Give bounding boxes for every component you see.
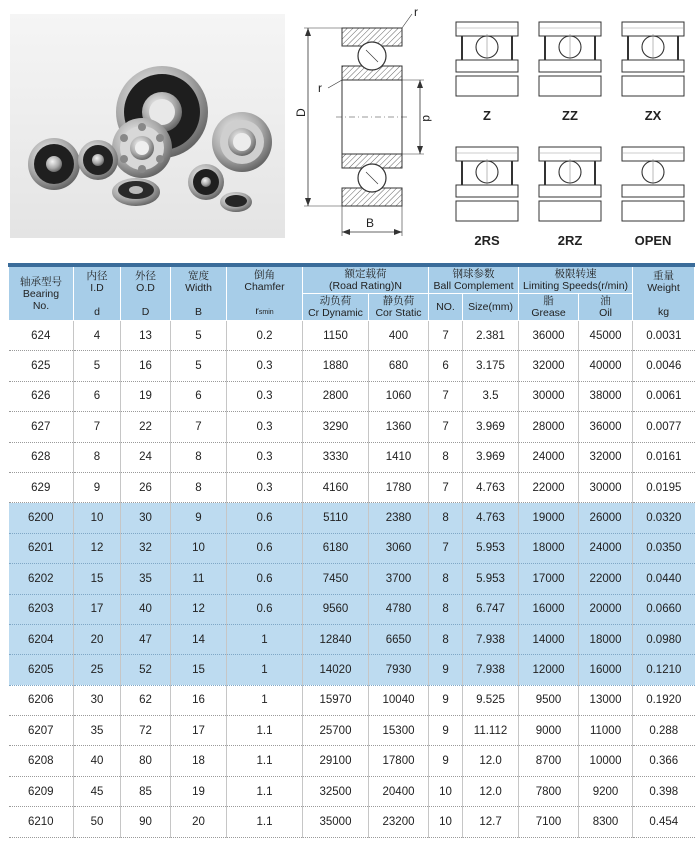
- label-B: B: [366, 216, 375, 230]
- cell-ball-no: 7: [429, 321, 463, 351]
- seal-variant-label: ZZ: [562, 108, 578, 123]
- table-row: [9, 685, 695, 715]
- cell-cor-static: 10040: [369, 685, 429, 715]
- cell-cr-dynamic: 25700: [303, 716, 369, 746]
- col-bearing-no: 轴承型号 Bearing No.: [9, 265, 74, 321]
- seal-variant-label: ZX: [644, 108, 662, 123]
- cell-weight: 0.398: [633, 776, 695, 806]
- seal-variant-zx: [618, 20, 688, 130]
- table-row: [9, 503, 695, 533]
- cell-cor-static: 7930: [369, 655, 429, 685]
- cell-ball-no: 8: [429, 594, 463, 624]
- cell-cr-dynamic: 32500: [303, 776, 369, 806]
- col-grease: 脂 Grease: [519, 294, 579, 321]
- cell-oil: 40000: [579, 351, 633, 381]
- label-r-top: r: [414, 5, 418, 19]
- cell-od: 52: [121, 655, 171, 685]
- label-r-left: r: [318, 81, 322, 95]
- cell-width: 11: [171, 564, 227, 594]
- cell-bearing-no: 6202: [9, 564, 74, 594]
- label-d: d: [420, 115, 434, 122]
- cell-width: 15: [171, 655, 227, 685]
- cell-od: 35: [121, 564, 171, 594]
- cell-width: 17: [171, 716, 227, 746]
- cell-od: 13: [121, 321, 171, 351]
- cell-cr-dynamic: 6180: [303, 533, 369, 563]
- bearing-spec-table: [8, 263, 695, 838]
- cell-oil: 45000: [579, 321, 633, 351]
- cell-cr-dynamic: 35000: [303, 807, 369, 837]
- cell-grease: 7800: [519, 776, 579, 806]
- col-group-limiting-speeds: 极限转速 Limiting Speeds(r/min): [519, 265, 633, 294]
- cell-cor-static: 17800: [369, 746, 429, 776]
- col-ball-no: NO.: [429, 294, 463, 321]
- cell-od: 62: [121, 685, 171, 715]
- cell-weight: 0.0320: [633, 503, 695, 533]
- cell-cor-static: 2380: [369, 503, 429, 533]
- spec-table-body: [9, 321, 695, 838]
- cell-ball-size: 6.747: [463, 594, 519, 624]
- cell-chamfer: 1: [227, 685, 303, 715]
- cell-cor-static: 6650: [369, 624, 429, 654]
- cell-ball-no: 9: [429, 655, 463, 685]
- cell-width: 18: [171, 746, 227, 776]
- bearings-product-photo: [10, 14, 285, 238]
- cell-chamfer: 0.6: [227, 564, 303, 594]
- table-row: [9, 594, 695, 624]
- cell-cor-static: 1360: [369, 412, 429, 442]
- cell-id: 9: [74, 472, 121, 502]
- cell-weight: 0.1920: [633, 685, 695, 715]
- cell-bearing-no: 6201: [9, 533, 74, 563]
- cell-weight: 0.0031: [633, 321, 695, 351]
- cell-ball-no: 7: [429, 412, 463, 442]
- cell-cr-dynamic: 12840: [303, 624, 369, 654]
- cell-bearing-no: 629: [9, 472, 74, 502]
- cell-oil: 11000: [579, 716, 633, 746]
- cell-ball-size: 12.7: [463, 807, 519, 837]
- table-row: [9, 716, 695, 746]
- table-row: [9, 412, 695, 442]
- cell-weight: 0.0440: [633, 564, 695, 594]
- table-row: [9, 624, 695, 654]
- seal-variant-drawing: [452, 20, 522, 100]
- cell-width: 8: [171, 472, 227, 502]
- seal-variant-drawing: [618, 145, 688, 225]
- cell-oil: 13000: [579, 685, 633, 715]
- seal-variant-z: [452, 20, 522, 130]
- cell-oil: 36000: [579, 412, 633, 442]
- seal-variant-label: OPEN: [634, 233, 672, 248]
- cell-ball-size: 7.938: [463, 655, 519, 685]
- cell-bearing-no: 6200: [9, 503, 74, 533]
- cell-bearing-no: 628: [9, 442, 74, 472]
- cell-grease: 19000: [519, 503, 579, 533]
- cell-od: 26: [121, 472, 171, 502]
- cell-cr-dynamic: 15970: [303, 685, 369, 715]
- cell-grease: 28000: [519, 412, 579, 442]
- cell-ball-no: 10: [429, 776, 463, 806]
- cell-cr-dynamic: 9560: [303, 594, 369, 624]
- cell-od: 47: [121, 624, 171, 654]
- col-group-ball-complement: 钢球参数 Ball Complement: [429, 265, 519, 294]
- cell-cor-static: 1060: [369, 381, 429, 411]
- cell-cor-static: 1410: [369, 442, 429, 472]
- cell-ball-no: 7: [429, 381, 463, 411]
- seal-variant-drawing: [452, 145, 522, 225]
- cell-grease: 8700: [519, 746, 579, 776]
- cell-od: 16: [121, 351, 171, 381]
- cell-chamfer: 1.1: [227, 776, 303, 806]
- cell-width: 5: [171, 351, 227, 381]
- col-oil: 油 Oil: [579, 294, 633, 321]
- cell-od: 40: [121, 594, 171, 624]
- cell-cr-dynamic: 2800: [303, 381, 369, 411]
- cell-ball-size: 5.953: [463, 564, 519, 594]
- cell-chamfer: 0.6: [227, 594, 303, 624]
- cell-cor-static: 15300: [369, 716, 429, 746]
- cell-bearing-no: 6207: [9, 716, 74, 746]
- cell-chamfer: 0.6: [227, 503, 303, 533]
- cell-bearing-no: 6205: [9, 655, 74, 685]
- cell-id: 40: [74, 746, 121, 776]
- cell-oil: 18000: [579, 624, 633, 654]
- cell-cr-dynamic: 14020: [303, 655, 369, 685]
- seal-variant-drawing: [618, 20, 688, 100]
- cell-grease: 9000: [519, 716, 579, 746]
- cell-grease: 7100: [519, 807, 579, 837]
- cell-chamfer: 0.2: [227, 321, 303, 351]
- cell-chamfer: 0.3: [227, 472, 303, 502]
- cell-oil: 38000: [579, 381, 633, 411]
- cell-id: 8: [74, 442, 121, 472]
- cell-bearing-no: 6206: [9, 685, 74, 715]
- cell-ball-size: 11.112: [463, 716, 519, 746]
- table-row: [9, 533, 695, 563]
- col-group-load-rating: 额定载荷 (Road Rating)N: [303, 265, 429, 294]
- table-row: [9, 321, 695, 351]
- seal-variant-zz: [535, 20, 605, 130]
- cell-od: 22: [121, 412, 171, 442]
- cell-width: 14: [171, 624, 227, 654]
- cell-bearing-no: 626: [9, 381, 74, 411]
- cell-ball-no: 7: [429, 533, 463, 563]
- col-width: 宽度 Width B: [171, 265, 227, 321]
- cell-bearing-no: 6209: [9, 776, 74, 806]
- cell-od: 24: [121, 442, 171, 472]
- cell-oil: 8300: [579, 807, 633, 837]
- seal-variant-label: Z: [483, 108, 491, 123]
- seal-variant-drawing: [535, 20, 605, 100]
- cell-weight: 0.0161: [633, 442, 695, 472]
- cell-chamfer: 0.3: [227, 442, 303, 472]
- seal-variant-2rs: [452, 145, 522, 255]
- cell-oil: 26000: [579, 503, 633, 533]
- cell-width: 20: [171, 807, 227, 837]
- cell-cor-static: 680: [369, 351, 429, 381]
- cell-oil: 10000: [579, 746, 633, 776]
- cell-ball-size: 4.763: [463, 503, 519, 533]
- cell-bearing-no: 625: [9, 351, 74, 381]
- cell-id: 12: [74, 533, 121, 563]
- cell-grease: 14000: [519, 624, 579, 654]
- cell-od: 32: [121, 533, 171, 563]
- cell-ball-size: 9.525: [463, 685, 519, 715]
- cell-oil: 32000: [579, 442, 633, 472]
- cell-width: 12: [171, 594, 227, 624]
- cell-cr-dynamic: 3290: [303, 412, 369, 442]
- table-row: [9, 655, 695, 685]
- bearing-cross-section-diagram: [292, 4, 442, 244]
- cell-oil: 16000: [579, 655, 633, 685]
- cell-weight: 0.0061: [633, 381, 695, 411]
- cell-od: 90: [121, 807, 171, 837]
- cell-ball-no: 9: [429, 685, 463, 715]
- cell-ball-size: 4.763: [463, 472, 519, 502]
- cell-ball-no: 8: [429, 503, 463, 533]
- cell-cr-dynamic: 1880: [303, 351, 369, 381]
- cell-od: 30: [121, 503, 171, 533]
- col-cr-dynamic: 动负荷 Cr Dynamic: [303, 294, 369, 321]
- cell-width: 7: [171, 412, 227, 442]
- cell-ball-size: 3.969: [463, 442, 519, 472]
- cell-ball-no: 6: [429, 351, 463, 381]
- seal-variant-open: [618, 145, 688, 255]
- cell-bearing-no: 624: [9, 321, 74, 351]
- cell-grease: 18000: [519, 533, 579, 563]
- cell-bearing-no: 627: [9, 412, 74, 442]
- cell-oil: 20000: [579, 594, 633, 624]
- cell-cr-dynamic: 5110: [303, 503, 369, 533]
- cell-cr-dynamic: 3330: [303, 442, 369, 472]
- cell-id: 35: [74, 716, 121, 746]
- cell-bearing-no: 6210: [9, 807, 74, 837]
- cell-width: 6: [171, 381, 227, 411]
- cell-id: 6: [74, 381, 121, 411]
- table-row: [9, 564, 695, 594]
- cell-ball-no: 8: [429, 442, 463, 472]
- cell-ball-no: 9: [429, 746, 463, 776]
- cell-ball-size: 12.0: [463, 776, 519, 806]
- cell-id: 30: [74, 685, 121, 715]
- cell-ball-no: 7: [429, 472, 463, 502]
- cell-cor-static: 4780: [369, 594, 429, 624]
- cell-chamfer: 1.1: [227, 716, 303, 746]
- cell-id: 15: [74, 564, 121, 594]
- cell-id: 25: [74, 655, 121, 685]
- cell-cor-static: 3700: [369, 564, 429, 594]
- cell-cr-dynamic: 1150: [303, 321, 369, 351]
- cell-grease: 30000: [519, 381, 579, 411]
- seal-variant-label: 2RS: [474, 233, 500, 248]
- cell-ball-size: 12.0: [463, 746, 519, 776]
- col-weight: 重量 Weight kg: [633, 265, 695, 321]
- cell-weight: 0.0077: [633, 412, 695, 442]
- cell-grease: 22000: [519, 472, 579, 502]
- cell-weight: 0.366: [633, 746, 695, 776]
- cell-ball-size: 7.938: [463, 624, 519, 654]
- cell-chamfer: 1.1: [227, 746, 303, 776]
- cell-grease: 9500: [519, 685, 579, 715]
- col-chamfer: 倒角 Chamfer rsmin: [227, 265, 303, 321]
- cell-weight: 0.288: [633, 716, 695, 746]
- table-row: [9, 807, 695, 837]
- cell-chamfer: 1: [227, 655, 303, 685]
- cell-weight: 0.0980: [633, 624, 695, 654]
- cell-chamfer: 1.1: [227, 807, 303, 837]
- cell-id: 7: [74, 412, 121, 442]
- cell-width: 9: [171, 503, 227, 533]
- cell-id: 10: [74, 503, 121, 533]
- cell-od: 80: [121, 746, 171, 776]
- cell-ball-size: 3.969: [463, 412, 519, 442]
- cell-ball-no: 10: [429, 807, 463, 837]
- cell-width: 5: [171, 321, 227, 351]
- table-row: [9, 442, 695, 472]
- cell-grease: 12000: [519, 655, 579, 685]
- cell-chamfer: 0.6: [227, 533, 303, 563]
- table-row: [9, 472, 695, 502]
- cell-ball-size: 3.175: [463, 351, 519, 381]
- table-row: [9, 776, 695, 806]
- table-row: [9, 381, 695, 411]
- cell-id: 5: [74, 351, 121, 381]
- cell-id: 50: [74, 807, 121, 837]
- seal-variant-drawing: [535, 145, 605, 225]
- col-id: 内径 I.D d: [74, 265, 121, 321]
- cell-weight: 0.0046: [633, 351, 695, 381]
- cell-grease: 36000: [519, 321, 579, 351]
- cell-od: 85: [121, 776, 171, 806]
- cell-oil: 30000: [579, 472, 633, 502]
- cell-width: 8: [171, 442, 227, 472]
- cell-grease: 17000: [519, 564, 579, 594]
- cell-cor-static: 20400: [369, 776, 429, 806]
- cell-ball-size: 3.5: [463, 381, 519, 411]
- cell-id: 17: [74, 594, 121, 624]
- cell-cr-dynamic: 4160: [303, 472, 369, 502]
- cell-bearing-no: 6208: [9, 746, 74, 776]
- cell-ball-no: 8: [429, 624, 463, 654]
- cell-cor-static: 1780: [369, 472, 429, 502]
- cell-cor-static: 3060: [369, 533, 429, 563]
- col-cor-static: 静负荷 Cor Static: [369, 294, 429, 321]
- cell-chamfer: 1: [227, 624, 303, 654]
- table-row: [9, 351, 695, 381]
- cell-cor-static: 23200: [369, 807, 429, 837]
- cell-ball-size: 5.953: [463, 533, 519, 563]
- cell-width: 10: [171, 533, 227, 563]
- cell-od: 72: [121, 716, 171, 746]
- cell-weight: 0.0660: [633, 594, 695, 624]
- cell-weight: 0.1210: [633, 655, 695, 685]
- cell-width: 19: [171, 776, 227, 806]
- cell-width: 16: [171, 685, 227, 715]
- seal-variant-label: 2RZ: [557, 233, 583, 248]
- cell-id: 4: [74, 321, 121, 351]
- cell-chamfer: 0.3: [227, 381, 303, 411]
- cell-oil: 9200: [579, 776, 633, 806]
- cell-cr-dynamic: 7450: [303, 564, 369, 594]
- cell-ball-size: 2.381: [463, 321, 519, 351]
- cell-od: 19: [121, 381, 171, 411]
- cell-grease: 32000: [519, 351, 579, 381]
- cell-oil: 22000: [579, 564, 633, 594]
- col-od: 外径 O.D D: [121, 265, 171, 321]
- cell-id: 45: [74, 776, 121, 806]
- cell-bearing-no: 6203: [9, 594, 74, 624]
- cell-id: 20: [74, 624, 121, 654]
- col-ball-size: Size(mm): [463, 294, 519, 321]
- cell-weight: 0.0350: [633, 533, 695, 563]
- table-row: [9, 746, 695, 776]
- cell-cor-static: 400: [369, 321, 429, 351]
- cell-weight: 0.454: [633, 807, 695, 837]
- cell-chamfer: 0.3: [227, 351, 303, 381]
- label-D: D: [294, 108, 308, 117]
- cell-weight: 0.0195: [633, 472, 695, 502]
- cell-grease: 24000: [519, 442, 579, 472]
- illustration-area: [0, 0, 700, 258]
- cell-grease: 16000: [519, 594, 579, 624]
- cell-chamfer: 0.3: [227, 412, 303, 442]
- cell-cr-dynamic: 29100: [303, 746, 369, 776]
- cell-ball-no: 9: [429, 716, 463, 746]
- cell-ball-no: 8: [429, 564, 463, 594]
- cell-bearing-no: 6204: [9, 624, 74, 654]
- seal-variant-2rz: [535, 145, 605, 255]
- cell-oil: 24000: [579, 533, 633, 563]
